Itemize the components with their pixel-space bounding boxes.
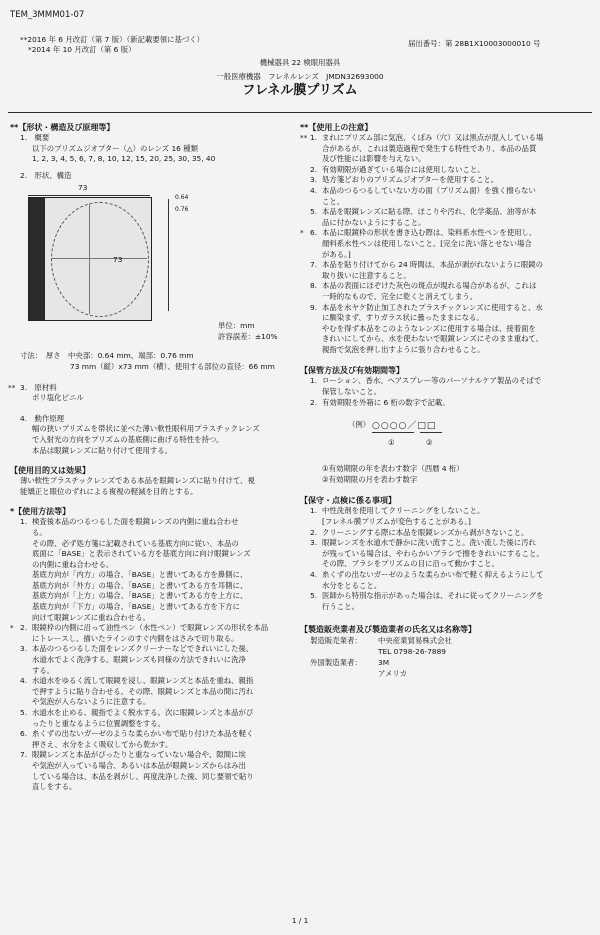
item-line: 本品を眼鏡レンズに貼る際、ほこりや汚れ、化学薬品、油等が本 bbox=[322, 207, 537, 217]
item-line: が残っている場合は、やわらかいブラシで擦をきれいにすること。 bbox=[322, 548, 544, 558]
item-line: 眼鏡レンズを水道水で静かに洗い流すこと。洗い流した後に汚れ bbox=[322, 538, 536, 548]
item-line: 本品のつるつるしていない方の面（プリズム面）を強く擦らない bbox=[322, 185, 536, 195]
manufacturer-block bbox=[300, 635, 592, 687]
lens-edge-dark bbox=[29, 198, 45, 320]
precaution-item bbox=[300, 186, 592, 207]
shape-label: 2. 形状、構造 bbox=[20, 170, 72, 180]
section-manufacturer-heading: 【製造販売業者及び製造業者の氏名又は名称等】 bbox=[300, 625, 476, 635]
page-number: 1 / 1 bbox=[291, 916, 309, 925]
item-line: ローション、香水、ヘアスプレー等のパーソナルケア製品のそばで bbox=[322, 376, 542, 386]
item-line: その際、ブラシをプリズムの目に沿って動かすこと。 bbox=[322, 559, 499, 569]
maintenance-item bbox=[300, 570, 592, 591]
foreign-mfr-name: 3M bbox=[378, 658, 390, 668]
precaution-item bbox=[300, 133, 592, 165]
item-line: 眼鏡枠の内側に沿って油性ペン（水性ペン）で眼鏡レンズの形状を本品 bbox=[32, 623, 269, 633]
item-line: 本品を水ヤケ防止加工されたプラスチックレンズに使用すると、水 bbox=[322, 302, 543, 312]
item-line: 保管しないこと。 bbox=[322, 387, 382, 397]
item-number: 1. bbox=[310, 133, 318, 142]
mah-label: 製造販売業者： bbox=[310, 636, 362, 646]
item-line: にトレースし、描いたラインのすぐ内側をはさみで切り取る。 bbox=[32, 633, 239, 643]
item-number: 7. bbox=[20, 750, 28, 760]
item-line: 基底方向が「下方」の場合、「BASE」と書いてある方を下方に bbox=[32, 602, 240, 612]
item-line: [フレネル膜プリズムが変色することがある。] bbox=[322, 517, 471, 527]
item-line: 有効期限を外箱に 6 桁の数字で記載。 bbox=[322, 397, 450, 407]
approval-number: 届出番号：第 28B1X10003000010 号 bbox=[408, 39, 541, 48]
item-line: 本品のつるつるした面をレンズクリーナーなどできれいにした後、 bbox=[32, 644, 254, 654]
item-line: 取り扱いに注意すること。 bbox=[322, 270, 411, 280]
lens-drawing bbox=[10, 183, 295, 351]
item-number: 2. bbox=[310, 397, 318, 407]
item-line: 一時的なもので、完全に乾くと消えてしまう。 bbox=[322, 291, 478, 301]
item-line: 処方箋どおりのプリズムジオプターを使用すること。 bbox=[322, 175, 499, 185]
item-line: 水分をとること。 bbox=[322, 580, 382, 590]
item-line: 本品に眼鏡枠の形状を書き込む際は、染料系水性ペンを使用し、 bbox=[322, 228, 537, 238]
precaution-item bbox=[300, 175, 592, 186]
item-line: 底面に「BASE」と表示されている方を基底方向に向け眼鏡レンズ bbox=[32, 549, 251, 559]
revision-2: *2014 年 10 月改訂（第 6 版） bbox=[28, 45, 136, 54]
item-line: やむを得ず本品をこのようなレンズに使用する場合は、接着面を bbox=[322, 323, 536, 333]
expiry-example bbox=[300, 418, 592, 464]
purpose-text-2: 能矯正と眼位のずれによる複視の軽減を目的とする。 bbox=[20, 486, 198, 496]
item-line: 糸くずの出ないガーゼのような柔らかい布で軽く抑えるようにして bbox=[322, 570, 544, 579]
item-line: 直しをする。 bbox=[32, 782, 77, 792]
right-column bbox=[300, 122, 592, 687]
purpose-text-1: 薄い軟性プラスチックレンズである本品を眼鏡レンズに貼り付けて、視 bbox=[20, 476, 255, 486]
item-line: その際、必ず処方箋に記載されている基底方向に従い、本品の bbox=[32, 538, 239, 548]
dimension-line-top bbox=[28, 195, 150, 196]
item-line: る。 bbox=[32, 527, 47, 537]
example-label: （例） bbox=[348, 420, 371, 430]
item-line: 水道水を止める、親指でよく脱水する。次に眼鏡レンズと本品がぴ bbox=[32, 708, 254, 717]
general-name: 一般医療機器 フレネルレンズ JMDN32693000 bbox=[216, 72, 384, 81]
item-number: 1. bbox=[310, 376, 318, 386]
item-line: 基底方向が「内方」の場合、「BASE」と書いてある方を鼻側に、 bbox=[32, 570, 248, 580]
item-line: の内側に重ね合わせる。 bbox=[32, 559, 114, 569]
principle-label: 4. 動作原理 bbox=[20, 413, 65, 423]
item-line: がある。] bbox=[322, 249, 351, 259]
item-line: 水道水でよく洗浄する。眼鏡レンズも同様の方法できれいに洗浄 bbox=[32, 655, 246, 665]
item-line: 品に付かないようにすること。 bbox=[322, 217, 426, 227]
item-line: 水道水をゆるく流して眼鏡を浸し、眼鏡レンズと本品を重ね、親指 bbox=[32, 676, 254, 686]
item-line: ったりと重なるように位置調整をする。 bbox=[32, 718, 166, 728]
code-underline-2 bbox=[420, 432, 442, 433]
overview-label: 1. 概要 bbox=[20, 133, 50, 142]
section-shape-structure-heading: **【形状・構造及び原理等】 bbox=[10, 123, 115, 132]
item-number: 3. bbox=[20, 644, 28, 654]
mah-name: 中央産業貿易株式会社 bbox=[378, 636, 452, 646]
usage-step-item bbox=[10, 708, 295, 729]
precaution-item bbox=[300, 303, 592, 356]
section-maintenance-heading: 【保守・点検に係る事項】 bbox=[300, 496, 396, 506]
dimension-height: 73 bbox=[113, 255, 123, 265]
cross-section-profile bbox=[168, 199, 179, 311]
item-number: 9. bbox=[310, 302, 318, 312]
unit-label: 単位：mm bbox=[218, 321, 255, 331]
usage-step-item bbox=[10, 676, 295, 708]
item-line: こと。 bbox=[322, 196, 345, 206]
item-line: 有効期限が過ぎている場合には使用しないこと。 bbox=[322, 164, 485, 174]
revision-mark: * bbox=[10, 623, 14, 633]
item-line: に馴染まず、すりガラス状に曇ったままになる。 bbox=[322, 313, 484, 323]
usage-step-item bbox=[10, 750, 295, 792]
precautions-list bbox=[300, 133, 592, 355]
storage-item bbox=[300, 376, 592, 397]
center-line-v bbox=[89, 204, 90, 314]
revision-mark: * bbox=[300, 228, 304, 238]
overview-text: 以下のプリズムジオプター（△）のレンズ 16 種類 bbox=[32, 143, 199, 153]
usage-step-item bbox=[10, 517, 295, 623]
example-note-1: ①有効期限の年を表わす数字（西暦 4 桁） bbox=[322, 464, 464, 474]
diopter-list: 1, 2, 3, 4, 5, 6, 7, 8, 10, 12, 15, 20, 25, 30, 35, 40 bbox=[32, 154, 216, 164]
example-code: ○○○○／□□ bbox=[372, 421, 437, 432]
item-number: 6. bbox=[20, 729, 28, 739]
document-title: フレネル膜プリズム bbox=[242, 83, 358, 98]
item-number: 1. bbox=[310, 506, 318, 516]
item-number: 4. bbox=[310, 185, 318, 195]
usage-step-item bbox=[10, 644, 295, 676]
tolerance-label: 許容誤差：±10% bbox=[218, 332, 278, 342]
storage-list bbox=[300, 376, 592, 408]
item-number: 5. bbox=[20, 708, 28, 717]
example-note-2: ②有効期限の月を表わす数字 bbox=[322, 474, 418, 484]
left-column bbox=[10, 122, 295, 793]
item-line: する。 bbox=[32, 665, 55, 675]
size-line-1: 寸法： 厚さ 中央部：0.64 mm、端部：0.76 mm bbox=[20, 351, 194, 361]
item-line: で押すように貼り合わせる。その際、眼鏡レンズと本品の間に汚れ bbox=[32, 686, 254, 696]
item-number: 8. bbox=[310, 281, 318, 291]
header-rule bbox=[8, 112, 592, 113]
item-line: 行うこと。 bbox=[322, 601, 359, 611]
section-precautions-heading: **【使用上の注意】 bbox=[300, 123, 373, 132]
item-line: クリーニングする際に本品を眼鏡レンズから剥がさないこと。 bbox=[322, 527, 529, 537]
code-marker-1: ① bbox=[388, 438, 395, 448]
foreign-mfr-country: アメリカ bbox=[378, 669, 408, 679]
precaution-item bbox=[300, 281, 592, 302]
section-purpose-heading: 【使用目的又は効果】 bbox=[10, 466, 90, 476]
item-line: 基底方向が「上方」の場合、「BASE」と書いてある方を上方に、 bbox=[32, 591, 248, 601]
item-number: 3. bbox=[310, 538, 318, 548]
center-line-h bbox=[51, 258, 147, 259]
maintenance-item bbox=[300, 528, 592, 539]
item-number: 1. bbox=[20, 517, 28, 527]
doc-id: TEM_3MMM01-07 bbox=[10, 10, 85, 20]
section-storage-heading: 【保管方法及び有効期間等】 bbox=[300, 366, 404, 376]
item-number: 2. bbox=[310, 164, 318, 174]
revision-1: **2016 年 6 月改訂（第 7 版）（新記載要領に基づく） bbox=[20, 35, 205, 44]
precaution-item bbox=[300, 228, 592, 260]
precaution-item bbox=[300, 260, 592, 281]
material-label-text: 3. 原材料 bbox=[20, 382, 57, 392]
item-line: 糸くずの出ないガーゼのような柔らかい布で貼り付けた本品を軽く bbox=[32, 729, 254, 739]
dimension-width: 73 bbox=[78, 183, 88, 193]
mah-phone: TEL 0798-26-7889 bbox=[378, 647, 447, 657]
item-line: 及び性能には影響を与えない。 bbox=[322, 154, 426, 164]
principle-text-3: 本品は眼鏡レンズに貼り付けて使用する。 bbox=[32, 445, 173, 455]
item-number: 5. bbox=[310, 591, 318, 601]
usage-step-item bbox=[10, 623, 295, 644]
usable-area-circle bbox=[51, 202, 149, 317]
device-category: 機械器具 22 検眼用器具 bbox=[259, 58, 341, 67]
item-line: 検査後本品のつるつるした面を眼鏡レンズの内側に重ね合わせ bbox=[32, 517, 239, 527]
maintenance-list bbox=[300, 506, 592, 612]
usage-step-item bbox=[10, 729, 295, 750]
item-number: 4. bbox=[310, 570, 318, 579]
item-number: 2. bbox=[20, 623, 28, 633]
storage-item bbox=[300, 398, 592, 409]
material-label: ** 3. 原材料 bbox=[8, 382, 57, 392]
item-number: 4. bbox=[20, 676, 28, 686]
item-number: 7. bbox=[310, 260, 318, 270]
item-line: 本品の表面にほぞけた灰色の斑点が現れる場合があるが、これは bbox=[322, 281, 537, 291]
item-number: 3. bbox=[310, 175, 318, 185]
item-number: 5. bbox=[310, 207, 318, 217]
item-line: や気泡が入らないように注意する。 bbox=[32, 697, 151, 707]
code-marker-2: ② bbox=[426, 438, 433, 448]
revision-mark: ** bbox=[300, 133, 308, 142]
item-line: 眼鏡レンズと本品がぴったりと重なっていない場合や、隙間に埃 bbox=[32, 750, 246, 760]
thickness-edge: 0.76 bbox=[175, 206, 189, 214]
item-line: や気泡が入っている場合、あるいは本品が眼鏡レンズからはみ出 bbox=[32, 760, 246, 770]
usage-list bbox=[10, 517, 295, 792]
size-line-2: 73 mm（縦）x73 mm（横）、使用する部位の直径：66 mm bbox=[70, 361, 275, 371]
precaution-item bbox=[300, 207, 592, 228]
item-number: 6. bbox=[310, 228, 318, 238]
precaution-item bbox=[300, 165, 592, 176]
item-number: 2. bbox=[310, 527, 318, 537]
item-line: まれにプリズム部に気泡、くぼみ（穴）又は黒点が混入している場 bbox=[322, 133, 544, 142]
item-line: 医師から特別な指示があった場合は、それに従ってクリーニングを bbox=[322, 591, 544, 601]
section-usage-heading: *【使用方法等】 bbox=[10, 507, 71, 517]
thickness-center: 0.64 bbox=[175, 194, 189, 202]
maintenance-item bbox=[300, 591, 592, 612]
principle-text-2: で入射光の方向をプリズムの基底側に曲げる特性を持つ。 bbox=[32, 434, 224, 444]
item-line: 押さえ、水分をよく吸収してから乾かす。 bbox=[32, 739, 173, 749]
item-line: している場合は、本品を剥がし、再度洗浄した後、同じ要領で貼り bbox=[32, 771, 254, 781]
item-line: 基底方向が「外方」の場合、「BASE」と書いてある方を耳側に、 bbox=[32, 580, 248, 590]
material-text: ポリ塩化ビニル bbox=[32, 393, 84, 403]
code-underline-1 bbox=[372, 432, 414, 433]
lens-outline bbox=[28, 197, 152, 321]
item-line: 本品を貼り付けてから 24 時間は、本品が剥がれないように眼鏡の bbox=[322, 260, 544, 270]
maintenance-item bbox=[300, 506, 592, 527]
principle-text-1: 幅の狭いプリズムを帯状に並べた薄い軟性眼科用プラスチックレンズ bbox=[32, 424, 260, 434]
maintenance-item bbox=[300, 538, 592, 570]
item-line: きれいにしてから、水を使わないで眼鏡レンズにそのまま重ねて、 bbox=[322, 334, 543, 344]
item-line: 中性洗剤を使用してクリーニングをしないこと。 bbox=[322, 506, 485, 516]
item-line: 顔料系水性ペンは使用しないこと。[完全に洗い落とせない場合 bbox=[322, 238, 532, 248]
item-line: 親指で気泡を押し出すように張り合わせること。 bbox=[322, 344, 485, 354]
item-line: 向けて眼鏡レンズに重ね合わせる。 bbox=[32, 612, 150, 622]
item-line: 合があるが、これは製造過程で発生する特性であり、本品の品質 bbox=[322, 143, 537, 153]
foreign-mfr-label: 外国製造業者： bbox=[310, 658, 362, 668]
